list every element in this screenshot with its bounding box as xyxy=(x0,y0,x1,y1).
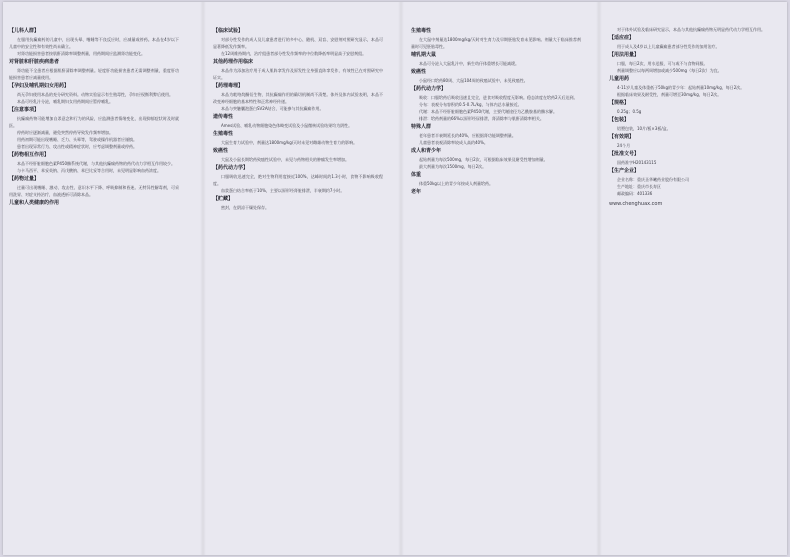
section-heading: 儿童用药 xyxy=(609,76,630,82)
section-paragraph: 肾功能不全患者应根据肌酐清除率调整剂量。轻度肝功能损害患者无需调整剂量，重度肝功能损害患者应减量使用。 xyxy=(9,68,179,80)
section-heading: 儿童和人类健康的作用 xyxy=(9,200,60,206)
company-website: www.chenghuax.com xyxy=(609,201,663,207)
section-paragraph: 儿童患者表观清除率较成人高约40%。 xyxy=(419,140,488,145)
section-paragraph: 对于体外试验及临床研究显示，本品与其他抗癫痫药物无明显药代动力学相互作用。 xyxy=(617,27,765,32)
section-paragraph: 在12周维持期内，治疗组患者部分性发作频率的中位数降低率明显高于安慰剂组。 xyxy=(221,51,367,56)
section-heading: 特殊人群 xyxy=(411,124,432,130)
section-paragraph: 用于成人及4岁以上儿童癫痫患者部分性发作的加用治疗。 xyxy=(617,44,720,49)
section-paragraph: 血浆蛋白结合率低于10%，主要以原形经肾脏排泄，半衰期约7小时。 xyxy=(221,188,345,193)
section-paragraph: 本品与突触囊泡蛋白SV2A结合，可能参与其抗癫痫作用。 xyxy=(221,106,324,111)
section-paragraph: 根据临床效果及耐受性，剂量可增至30mg/kg，每日2次。 xyxy=(617,92,722,97)
section-heading: 老年 xyxy=(411,189,422,195)
section-paragraph: 对部分性发作的成人及儿童患者进行的多中心、随机、双盲、安慰剂对照研究显示，本品可显著降低发作频率。 xyxy=(213,37,383,49)
section-paragraph: 大鼠生育力试验中，剂量达1800mg/kg/天时未见对雌雄动物生育力的影响。 xyxy=(221,140,358,145)
section-heading: 【适应症】 xyxy=(609,35,635,41)
section-heading: 哺乳期大鼠 xyxy=(411,52,437,58)
section-paragraph: 口服吸收迅速完全，绝对生物利用度接近100%，达峰时间约1.3小时，食物不影响吸收程度。 xyxy=(213,174,383,186)
section-paragraph: 与卡马西平、苯妥英钠、丙戊酸钠、苯巴比妥等合用时，未见明显影响血药浓度。 xyxy=(17,168,161,173)
section-paragraph: 老年患者半衰期延长约40%，应根据肾功能调整剂量。 xyxy=(419,133,516,138)
section-paragraph: 国药准字H20143115 xyxy=(617,160,657,165)
text-column-4 xyxy=(609,26,779,546)
section-paragraph: 大鼠及小鼠长期给药致癌性试验中，未见与药物相关的肿瘤发生率增加。 xyxy=(221,157,349,162)
section-paragraph: 在大鼠中剂量达1800mg/kg/天时对生育力及早期胚胎发育未见影响。剂量大于临床推荐剂量时可见胚胎毒性。 xyxy=(411,37,581,49)
fold-line xyxy=(200,2,206,555)
section-paragraph: 密封，在阴凉干燥处保存。 xyxy=(221,205,269,210)
section-paragraph: 邮政编码：401336 xyxy=(617,191,653,196)
fold-line xyxy=(596,2,602,555)
section-paragraph: 起始剂量为每次500mg，每日2次，可根据临床效果及耐受性增加剂量。 xyxy=(419,157,548,162)
section-paragraph: 口服，每日2次，用水送服，可与或不与食物同服。 xyxy=(617,61,708,66)
section-paragraph: 体重50kg以上的青少年按成人剂量给药。 xyxy=(419,181,493,186)
text-column-1 xyxy=(9,26,179,546)
section-heading: 对肾脏和肝脏疾病患者 xyxy=(9,59,60,65)
section-paragraph: 对肾功能损害患者按肌酐清除率调整剂量，用药期间应监测肾功能变化。 xyxy=(17,51,145,56)
section-paragraph: 剂量调整应以每两周增加或减少500mg（每日2次）为宜。 xyxy=(617,68,722,73)
section-paragraph: 小鼠经口给药80周、大鼠104周的致癌试验中，未见致癌性。 xyxy=(419,78,528,83)
section-heading: 生殖毒性 xyxy=(411,28,432,34)
section-paragraph: 最大剂量为每次1500mg，每日2次。 xyxy=(419,164,487,169)
section-paragraph: 24个月 xyxy=(617,143,631,148)
section-heading: 【儿科人群】 xyxy=(9,28,40,34)
section-heading: 【规格】 xyxy=(609,100,630,106)
section-heading: 【药理毒理】 xyxy=(213,83,244,89)
section-paragraph: 吸收：口服给药后吸收迅速且完全，进食对吸收程度无影响。稳态浓度在给药2天后达到。 xyxy=(419,95,578,100)
section-paragraph: 尚无孕妇使用本品的充分研究资料。动物实验显示有生殖毒性，孕妇应权衡利弊后使用。 xyxy=(17,92,173,97)
section-heading: 遗传毒性 xyxy=(213,114,234,120)
text-column-2 xyxy=(213,26,383,546)
section-paragraph: 本品不经肝脏细胞色素P450酶系统代谢，与其他抗癫痫药物的药代动力学相互作用较少。 xyxy=(17,161,176,166)
section-heading: 【药代动力学】 xyxy=(213,165,249,171)
section-paragraph: 代谢：本品不经肝脏细胞色素P450代谢，主要代谢途径为乙酰胺基的酶水解。 xyxy=(419,109,558,114)
section-paragraph: 患者出现异常行为、攻击性或精神症状时，应考虑调整剂量或停药。 xyxy=(17,144,137,149)
section-heading: 【贮藏】 xyxy=(213,196,234,202)
section-paragraph: 本品可经乳汁分泌，哺乳期妇女用药期间应暂停哺乳。 xyxy=(17,99,113,104)
section-paragraph: 用药初期可能出现嗜睡、乏力、头晕等，驾驶或操作机器者应谨慎。 xyxy=(17,137,137,142)
section-paragraph: 本品可分泌入大鼠乳汁中，新生幼仔体重增长可能减缓。 xyxy=(419,61,519,66)
section-heading: 【有效期】 xyxy=(609,134,635,140)
section-heading: 【药物过量】 xyxy=(9,176,40,182)
section-heading: 生殖毒性 xyxy=(213,131,234,137)
section-paragraph: 过量可出现嗜睡、激动、攻击性、意识水平下降、呼吸抑制和昏迷。无特异性解毒剂，可采用洗胃、对症支持治疗，血液透析可清除本品。 xyxy=(9,185,179,197)
section-paragraph: 停药时应逐渐减量，避免突然停药导致发作频率增加。 xyxy=(17,130,113,135)
fold-line xyxy=(398,2,404,555)
section-heading: 【注意事项】 xyxy=(9,107,40,113)
section-paragraph: 生产地址：重庆市长寿区 xyxy=(617,184,661,189)
section-paragraph: 铝塑包装，10片/板×3板/盒。 xyxy=(617,126,671,131)
section-paragraph: 本品为吡咯烷酮衍生物，其抗癫痫作用的确切机制尚不清楚。体外及体内试验表明，本品不改变神经细胞的基本特性和正常神经传递。 xyxy=(213,92,383,104)
section-heading: 【孕妇及哺乳期妇女用药】 xyxy=(9,83,70,89)
section-paragraph: 排泄：给药剂量的66%以原形经尿排泄，肾清除率与肌酐清除率相关。 xyxy=(419,116,544,121)
section-heading: 【药代动力学】 xyxy=(411,86,447,92)
section-paragraph: 0.25g；0.5g xyxy=(617,109,642,114)
section-paragraph: 分布：表观分布容积约0.5-0.7L/kg，与体内总水量接近。 xyxy=(419,102,522,107)
section-heading: 致癌性 xyxy=(411,69,427,75)
text-column-3 xyxy=(411,26,581,546)
section-paragraph: 在服用抗癫痫药的儿童中，出现头晕、嗜睡等不良反应时，应减量或停药。本品在4岁以下儿童中的安全性和有效性尚未确立。 xyxy=(9,37,179,49)
section-paragraph: 抗癫痫药物可能增加自杀意念和行为的风险，应监测患者情绪变化，出现抑郁症状时及时就医。 xyxy=(9,116,179,128)
section-heading: 【临床试验】 xyxy=(213,28,244,34)
section-paragraph: 本品作为添加治疗用于成人肌阵挛发作及原发性全身强直阵挛发作，有效性已在对照研究中证实。 xyxy=(213,68,383,80)
package-insert-sheet xyxy=(3,2,787,555)
section-heading: 【用法用量】 xyxy=(609,52,640,58)
section-heading: 【批准文号】 xyxy=(609,151,640,157)
section-heading: 其他药理作用临床 xyxy=(213,59,254,65)
section-paragraph: 企业名称：重庆圣华曦药业股份有限公司 xyxy=(617,177,689,182)
section-paragraph: 4-11岁儿童及体重低于50kg的青少年：起始剂量10mg/kg，每日2次。 xyxy=(617,85,745,90)
section-heading: 【生产企业】 xyxy=(609,168,640,174)
section-heading: 体重 xyxy=(411,172,422,178)
section-heading: 成人和青少年 xyxy=(411,148,442,154)
section-heading: 致癌性 xyxy=(213,148,229,154)
section-paragraph: Ames试验、哺乳动物细胞染色体畸变试验及小鼠微核试验结果均为阴性。 xyxy=(221,123,353,128)
section-heading: 【药物相互作用】 xyxy=(9,152,50,158)
section-heading: 【包装】 xyxy=(609,117,630,123)
